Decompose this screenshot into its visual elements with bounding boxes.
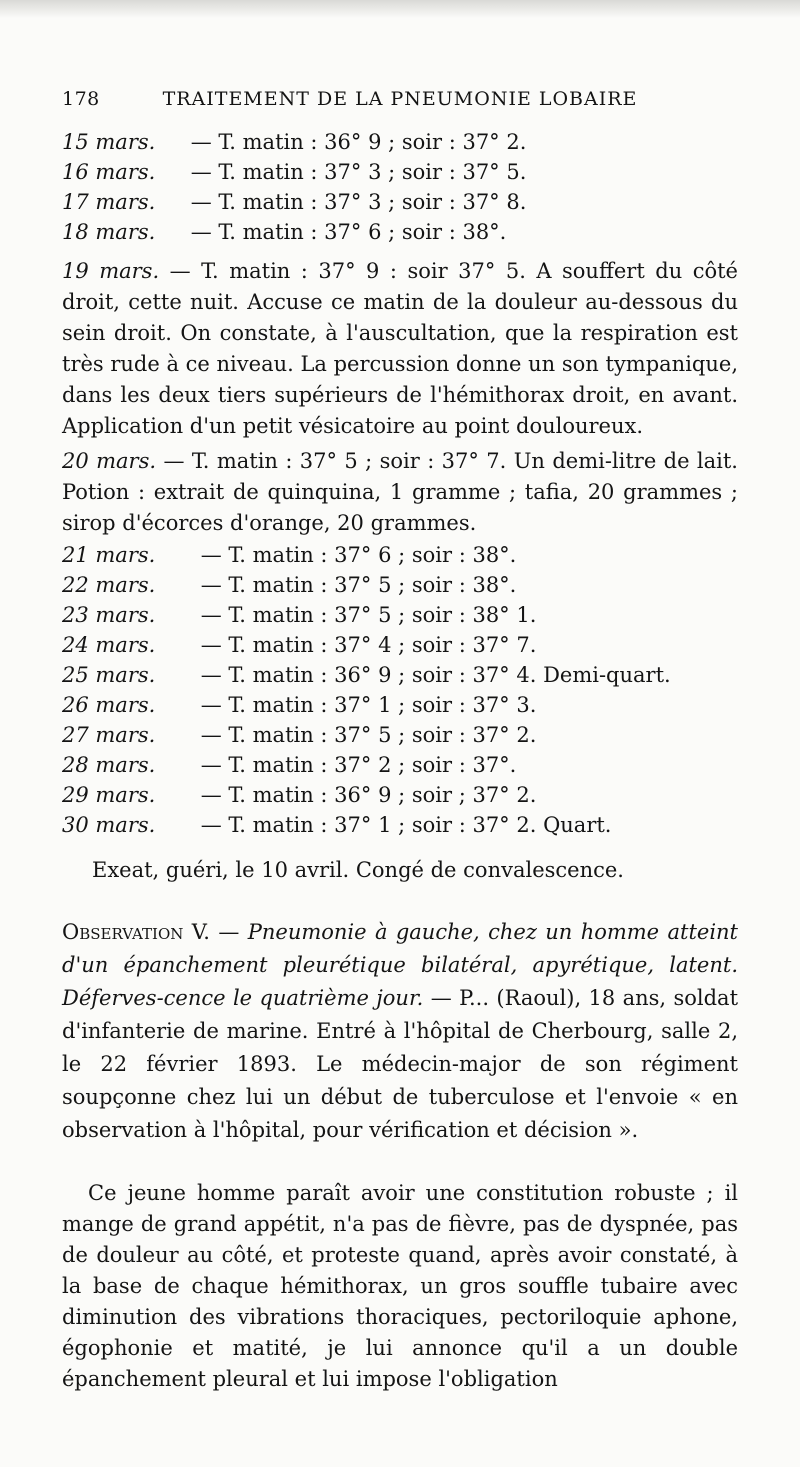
paragraph-20-mars (62, 432, 738, 539)
entry-date: 30 mars. (62, 813, 156, 837)
page-top-shadow (0, 0, 800, 18)
entry-date: 22 mars. (62, 573, 156, 597)
observation-paragraph (62, 916, 738, 1147)
entry-text: — T. matin : 37° 6 ; soir : 38°. (200, 543, 517, 567)
entry-date: 16 mars. (62, 160, 156, 184)
observation-label: Observation V. (62, 920, 210, 944)
entry-text: — T. matin : 37° 5 ; soir : 38°. (200, 573, 517, 597)
entry-date: 15 mars. (62, 130, 156, 154)
entry-date: 26 mars. (62, 693, 156, 717)
temperature-entry (62, 633, 536, 658)
entry-text: — T. matin : 37° 2 ; soir : 37°. (200, 753, 517, 777)
paragraph-19-mars (62, 242, 738, 442)
temperature-entry (62, 813, 611, 838)
entry-date: 20 mars. (62, 449, 157, 473)
entry-text: — T. matin : 37° 1 ; soir : 37° 3. (200, 693, 537, 717)
temperature-entry (62, 573, 516, 598)
entry-text: — T. matin : 36° 9 ; soir : 37° 4. Demi-quart. (200, 663, 671, 687)
temperature-entry (62, 543, 516, 568)
temperature-entry (62, 783, 536, 808)
entry-date: 28 mars. (62, 753, 156, 777)
entry-text: — T. matin : 37° 3 ; soir : 37° 5. (190, 160, 527, 184)
paragraph-text: — T. matin : 37° 9 : soir 37° 5. A souffert du côté droit, cette nuit. Accuse ce matin de la douleur au-dessous du sein droit. On constate, à l'auscultation, que la respiration est très rude à ce niveau. La percussion donne un son tympanique, dans les deux tiers supérieurs de l'hémithorax droit, en avant. Application d'un petit vésicatoire au point douloureux. (62, 259, 738, 438)
temperature-entry (62, 693, 536, 718)
entry-date: 18 mars. (62, 220, 156, 244)
page-number: 178 (62, 88, 100, 110)
temperature-entry (62, 723, 536, 748)
temperature-entry (62, 190, 526, 215)
running-title: TRAITEMENT DE LA PNEUMONIE LOBAIRE (162, 88, 638, 110)
entry-date: 23 mars. (62, 603, 156, 627)
entry-date: 24 mars. (62, 633, 156, 657)
running-header (62, 88, 738, 116)
entry-text: — T. matin : 37° 3 ; soir : 37° 8. (190, 190, 527, 214)
entry-text: — T. matin : 37° 5 ; soir : 38° 1. (200, 603, 537, 627)
entry-text: — T. matin : 36° 9 ; soir ; 37° 2. (200, 783, 537, 807)
temperature-entry (62, 663, 671, 688)
paragraph-text: — T. matin : 37° 5 ; soir : 37° 7. Un demi-litre de lait. Potion : extrait de quinquina, 1 gramme ; tafia, 20 grammes ; sirop d'écorces d'orange, 20 grammes. (62, 449, 738, 535)
entry-text: — T. matin : 36° 9 ; soir : 37° 2. (190, 130, 527, 154)
observation-title: Pneumonie à gauche, chez un homme atteint d'un épanchement pleurétique bilatéral, apyrétique, latent. Déferves-cence le quatrième jour. (62, 920, 739, 1010)
entry-text: — T. matin : 37° 1 ; soir : 37° 2. Quart. (200, 813, 612, 837)
entry-date: 19 mars. (62, 259, 160, 283)
observation-dash: — (209, 920, 248, 944)
entry-text: — T. matin : 37° 4 ; soir : 37° 7. (200, 633, 537, 657)
temperature-entry (62, 753, 516, 778)
entry-date: 27 mars. (62, 723, 156, 747)
entry-date: 29 mars. (62, 783, 156, 807)
final-paragraph: Ce jeune homme paraît avoir une constitution robuste ; il mange de grand appétit, n'a pas de fièvre, pas de dyspnée, pas de douleur au côté, et proteste quand, après avoir constaté, à la base de chaque hémithorax, un gros souffle tubaire avec diminution des vibrations thoraciques, pectoriloquie aphone, égophonie et matité, je lui annonce qu'il a un double épanchement pleural et lui impose l'obligation (62, 1181, 738, 1391)
entry-text: — T. matin : 37° 6 ; soir : 38°. (190, 220, 507, 244)
temperature-entry (62, 130, 526, 155)
entry-date: 25 mars. (62, 663, 156, 687)
temperature-entry (62, 603, 536, 628)
entry-date: 21 mars. (62, 543, 156, 567)
exeat-line: Exeat, guéri, le 10 avril. Congé de convalescence. (92, 858, 624, 882)
entry-text: — T. matin : 37° 5 ; soir : 37° 2. (200, 723, 537, 747)
temperature-entry (62, 160, 526, 185)
entry-date: 17 mars. (62, 190, 156, 214)
observation-text: — P... (Raoul), 18 ans, soldat d'infanterie de marine. Entré à l'hôpital de Cherbourg, salle 2, le 22 février 1893. Le médecin-major de son régiment soupçonne chez lui un début de tuberculose et l'envoie « en observation à l'hôpital, pour vérification et décision ». (62, 986, 739, 1142)
